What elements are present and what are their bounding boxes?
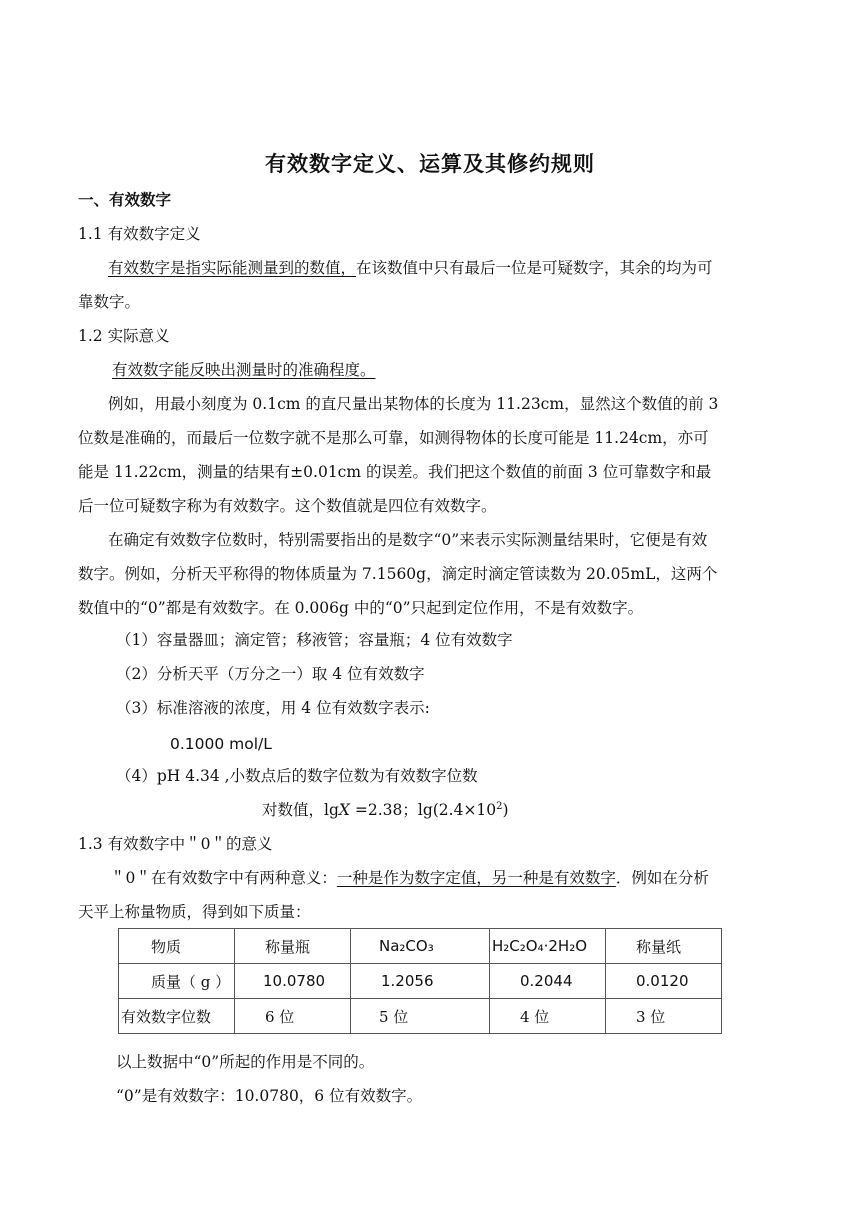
meaning-line — [112, 360, 376, 380]
table-cell: Na₂CO₃ — [351, 929, 490, 964]
table-cell: H₂C₂O₄·2H₂O — [490, 929, 606, 964]
table-cell: 10.0780 — [235, 964, 351, 999]
log-variable: X — [338, 801, 350, 819]
list-item-3: （3）标准溶液的浓度，用 4 位有效数字表示: — [116, 699, 430, 717]
zero-line-3: 数值中的“0”都是有效数字。在 0.006g 中的“0”只起到定位作用，不是有效数字。 — [78, 599, 644, 617]
table-row — [119, 999, 722, 1034]
table-cell: 0.0120 — [606, 964, 722, 999]
zero-meaning-underlined: 一种是作为数字定值，另一种是有效数字 — [336, 869, 616, 887]
zero-line-2: 数字。例如，分析天平称得的物体质量为 7.1560g，滴定时滴定管读数为 20.05mL，这两个 — [78, 565, 718, 583]
example-line-4: 后一位可疑数字称为有效数字。这个数值就是四位有效数字。 — [78, 497, 497, 515]
subsection-heading-1-1: 1.1 有效数字定义 — [78, 225, 201, 243]
section-heading-1: 一、有效数字 — [78, 190, 172, 209]
log-prefix: 对数值，lg — [262, 801, 339, 819]
example-line-3: 能是 11.22cm，测量的结果有±0.01cm 的误差。我们把这个数值的前面 3 位可靠数字和最 — [78, 463, 712, 481]
zero-meaning-line-2: 天平上称量物质，得到如下质量： — [78, 903, 311, 921]
table-cell: 有效数字位数 — [119, 999, 235, 1034]
list-item-1: （1）容量器皿；滴定管；移液管；容量瓶；4 位有效数字 — [116, 631, 513, 649]
definition-underlined: 有效数字是指实际能测量到的数值， — [108, 259, 357, 277]
after-table-line-2: “0”是有效数字：10.0780，6 位有效数字。 — [116, 1087, 423, 1105]
table-cell: 称量瓶 — [235, 929, 351, 964]
table-cell: 0.2044 — [490, 964, 606, 999]
log-exponent: 2 — [496, 800, 503, 812]
log-middle: =2.38；lg(2.4×10 — [349, 801, 497, 819]
mass-table — [118, 928, 722, 1034]
log-line — [262, 800, 509, 820]
table-cell: 1.2056 — [351, 964, 490, 999]
subsection-heading-1-2: 1.2 实际意义 — [78, 327, 170, 345]
after-table-line-1: 以上数据中“0”所起的作用是不同的。 — [116, 1053, 375, 1071]
table-cell: 3 位 — [606, 999, 722, 1034]
log-suffix: ) — [502, 801, 509, 819]
table-cell: 质量（ g ） — [119, 964, 235, 999]
table-cell: 6 位 — [235, 999, 351, 1034]
zero-meaning-line-1 — [110, 868, 709, 888]
zero-meaning-end: ．例如在分析 — [615, 869, 709, 887]
example-line-1: 例如，用最小刻度为 0.1cm 的直尺量出某物体的长度为 11.23cm，显然这个数值的前 3 — [108, 395, 719, 413]
table-cell: 5 位 — [351, 999, 490, 1034]
subsection-heading-1-3: 1.3 有效数字中＂0＂的意义 — [78, 835, 273, 853]
meaning-underlined: 有效数字能反映出测量时的准确程度。 — [112, 361, 376, 379]
definition-paragraph-line1 — [108, 258, 713, 278]
table-cell: 称量纸 — [606, 929, 722, 964]
table-cell: 物质 — [119, 929, 235, 964]
example-line-2: 位数是准确的，而最后一位数字就不是那么可靠，如测得物体的长度可能是 11.24cm，亦可 — [78, 429, 709, 447]
zero-meaning-start: ＂0＂在有效数字中有两种意义： — [110, 869, 337, 887]
zero-line-1: 在确定有效数字位数时，特别需要指出的是数字“0”来表示实际测量结果时，它便是有效 — [108, 531, 708, 549]
list-item-4: （4）pH 4.34 ,小数点后的数字位数为有效数字位数 — [116, 767, 478, 785]
table-row — [119, 964, 722, 999]
document-title: 有效数字定义、运算及其修约规则 — [265, 151, 595, 176]
definition-paragraph-line2: 靠数字。 — [78, 293, 141, 311]
concentration-value: 0.1000 mol/L — [170, 735, 272, 753]
definition-rest: 在该数值中只有最后一位是可疑数字，其余的均为可 — [356, 259, 713, 277]
table-header-row — [119, 929, 722, 964]
list-item-2: （2）分析天平（万分之一）取 4 位有效数字 — [116, 665, 425, 683]
table-cell: 4 位 — [490, 999, 606, 1034]
